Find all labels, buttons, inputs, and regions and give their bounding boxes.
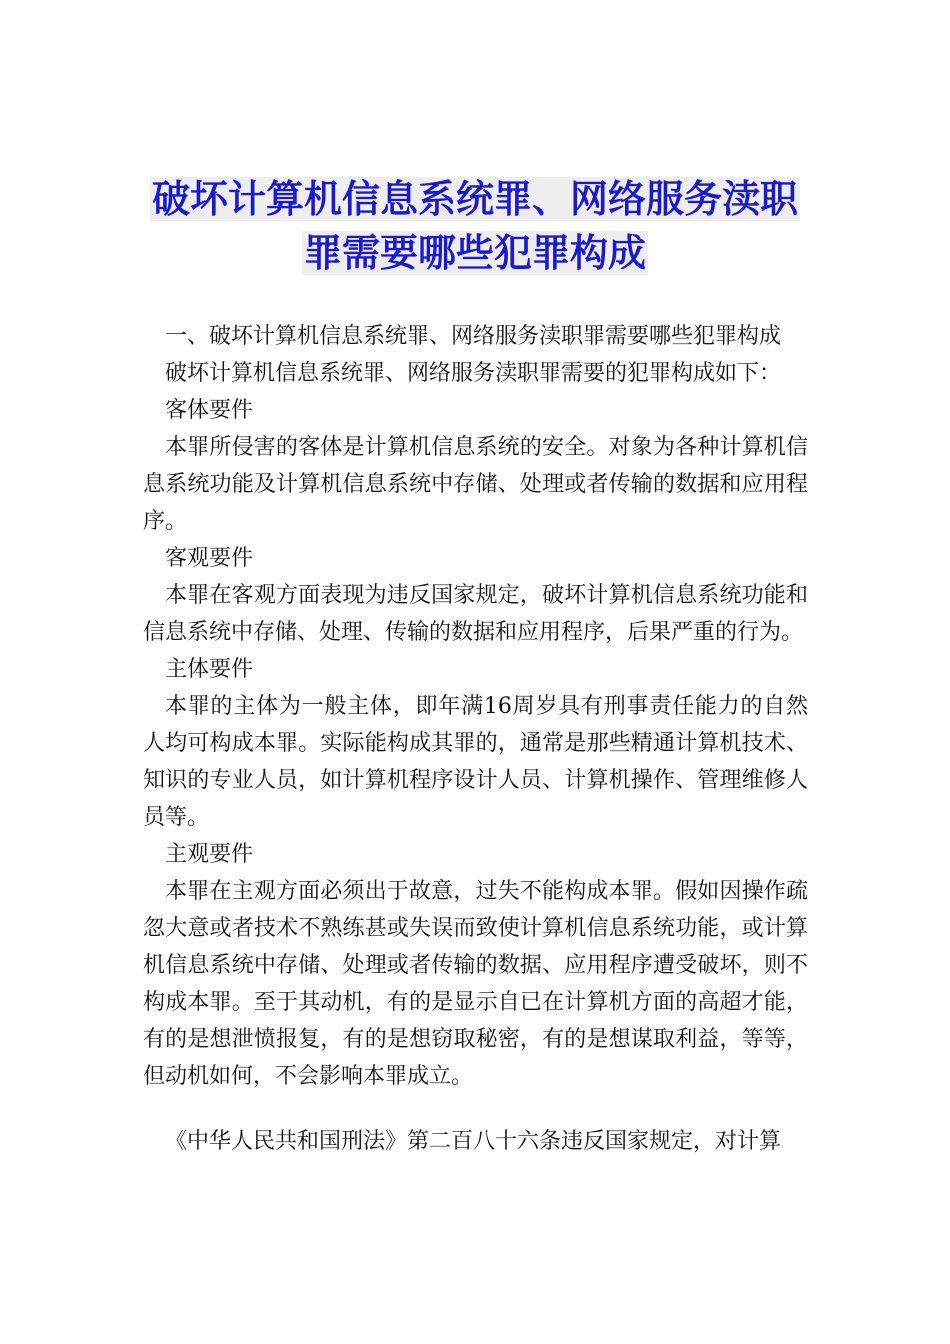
subheading-subject: 主体要件 xyxy=(165,657,254,682)
section-heading: 一、破坏计算机信息系统罪、网络服务渎职罪需要哪些犯罪构成 xyxy=(165,324,782,349)
paragraph-spacer xyxy=(143,1095,808,1123)
paragraph-criminal-law: 《中华人民共和国刑法》第二百八十六条违反国家规定，对计算 xyxy=(165,1129,782,1154)
subheading-objective: 客观要件 xyxy=(165,546,254,571)
document-body xyxy=(143,318,808,1160)
subheading-object: 客体要件 xyxy=(165,398,254,423)
paragraph-objective: 本罪在客观方面表现为违反国家规定，破坏计算机信息系统功能和信息系统中存储、处理、传输的数据和应用程序，后果严重的行为。 xyxy=(143,583,808,645)
paragraph-subject: 本罪的主体为一般主体，即年满16周岁具有刑事责任能力的自然人均可构成本罪。实际能构成其罪的，通常是那些精通计算机技术、知识的专业人员，如计算机程序设计人员、计算机操作、管理维修人员等。 xyxy=(143,694,808,830)
title-line-2: 罪需要哪些犯罪构成 xyxy=(303,231,646,275)
intro-paragraph: 破坏计算机信息系统罪、网络服务渎职罪需要的犯罪构成如下： xyxy=(165,361,782,386)
subheading-subjective: 主观要件 xyxy=(165,842,254,867)
paragraph-object: 本罪所侵害的客体是计算机信息系统的安全。对象为各种计算机信息系统功能及计算机信息系统中存储、处理或者传输的数据和应用程序。 xyxy=(143,435,808,534)
paragraph-subjective: 本罪在主观方面必须出于故意，过失不能构成本罪。假如因操作疏忽大意或者技术不熟练甚或失误而致使计算机信息系统功能，或计算机信息系统中存储、处理或者传输的数据、应用程序遭受破坏，则不构成本罪。至于其动机，有的是显示自已在计算机方面的高超才能，有的是想泄愤报复，有的是想窃取秘密，有的是想谋取利益，等等，但动机如何，不会影响本罪成立。 xyxy=(143,879,808,1089)
document-title xyxy=(130,172,820,280)
title-line-1: 破坏计算机信息系统罪、网络服务渎职 xyxy=(151,177,798,221)
